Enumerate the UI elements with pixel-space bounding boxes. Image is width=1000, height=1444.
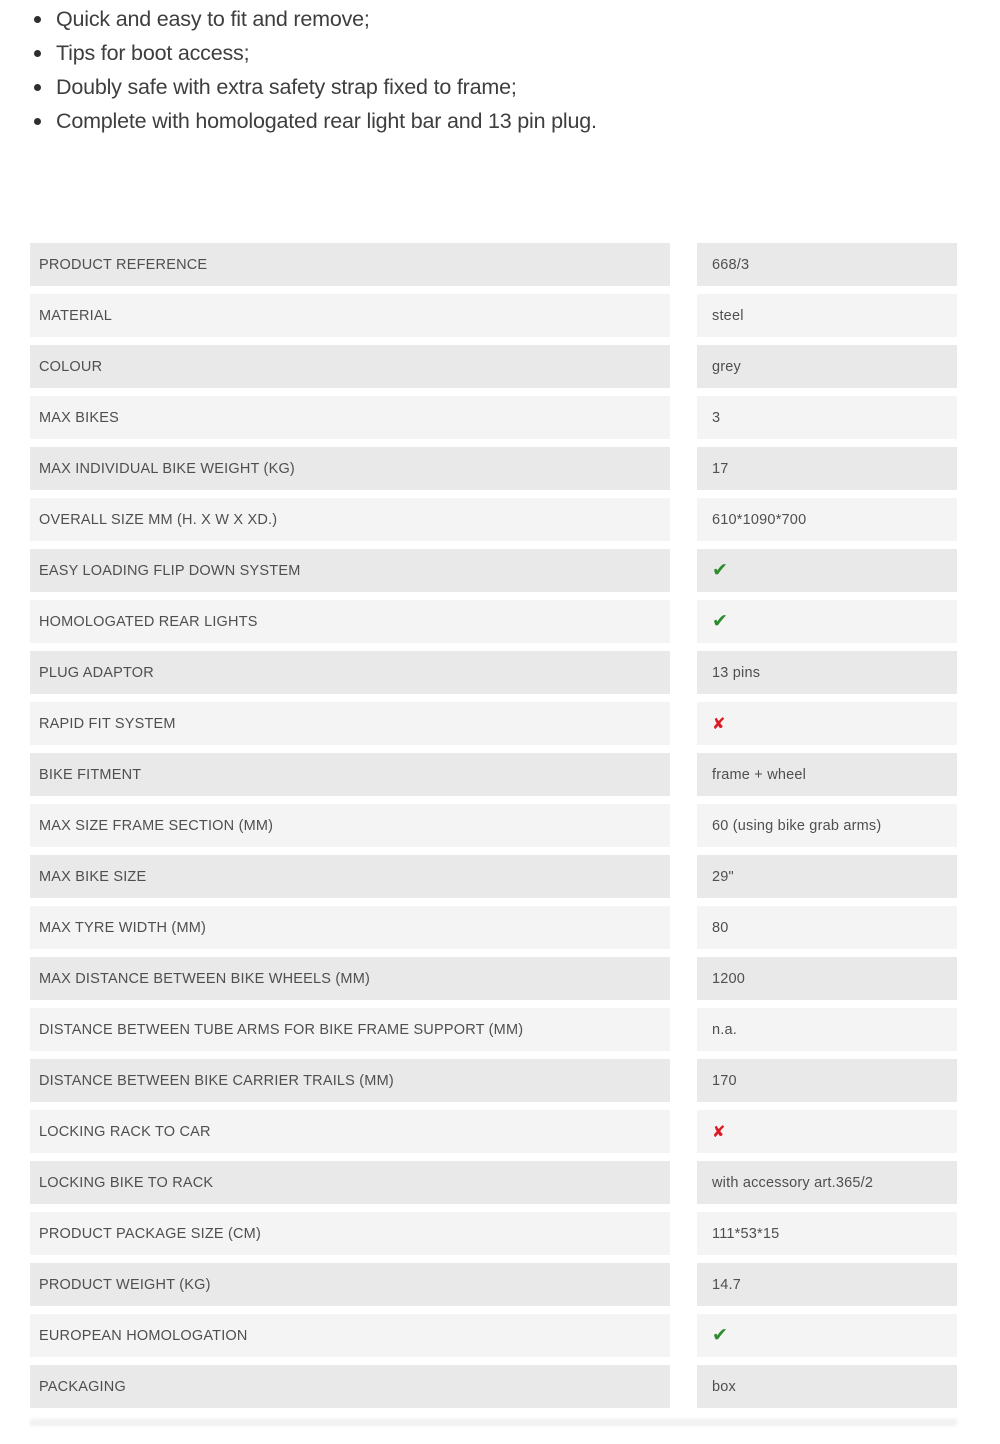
spec-value: 610*1090*700 xyxy=(697,498,957,541)
spec-value: grey xyxy=(697,345,957,388)
table-row xyxy=(30,1263,957,1306)
table-row xyxy=(30,345,957,388)
table-row xyxy=(30,906,957,949)
spec-label: MATERIAL xyxy=(30,294,670,337)
spec-label: PRODUCT PACKAGE SIZE (CM) xyxy=(30,1212,670,1255)
table-row xyxy=(30,600,957,643)
spec-value: 14.7 xyxy=(697,1263,957,1306)
spec-value: 111*53*15 xyxy=(697,1212,957,1255)
spec-label: PRODUCT WEIGHT (KG) xyxy=(30,1263,670,1306)
cross-icon: ✘ xyxy=(712,713,726,733)
table-row xyxy=(30,957,957,1000)
spec-value: 3 xyxy=(697,396,957,439)
spec-label: COLOUR xyxy=(30,345,670,388)
spec-label: DISTANCE BETWEEN TUBE ARMS FOR BIKE FRAME SUPPORT (MM) xyxy=(30,1008,670,1051)
feature-text: Quick and easy to fit and remove; xyxy=(56,7,370,31)
spec-value: with accessory art.365/2 xyxy=(697,1161,957,1204)
table-row xyxy=(30,294,957,337)
check-icon: ✔ xyxy=(712,559,729,581)
spec-label: PRODUCT REFERENCE xyxy=(30,243,670,286)
table-row xyxy=(30,1314,957,1357)
spec-value: 170 xyxy=(697,1059,957,1102)
table-row xyxy=(30,1110,957,1153)
table-row xyxy=(30,1365,957,1408)
table-row xyxy=(30,702,957,745)
spec-value: 60 (using bike grab arms) xyxy=(697,804,957,847)
spec-label: DISTANCE BETWEEN BIKE CARRIER TRAILS (MM) xyxy=(30,1059,670,1102)
table-row xyxy=(30,651,957,694)
spec-value: 29" xyxy=(697,855,957,898)
table-row xyxy=(30,447,957,490)
spec-value xyxy=(697,1110,957,1153)
table-row xyxy=(30,1212,957,1255)
spec-label: PACKAGING xyxy=(30,1365,670,1408)
spec-label: EASY LOADING FLIP DOWN SYSTEM xyxy=(30,549,670,592)
spec-label: PLUG ADAPTOR xyxy=(30,651,670,694)
spec-label: MAX BIKE SIZE xyxy=(30,855,670,898)
spec-table xyxy=(30,243,957,1408)
feature-bullet xyxy=(31,36,597,70)
spec-value xyxy=(697,600,957,643)
table-row xyxy=(30,804,957,847)
spec-value: 17 xyxy=(697,447,957,490)
feature-bullet xyxy=(31,70,597,104)
table-row xyxy=(30,243,957,286)
spec-label: MAX SIZE FRAME SECTION (MM) xyxy=(30,804,670,847)
spec-value: 13 pins xyxy=(697,651,957,694)
spec-label: LOCKING BIKE TO RACK xyxy=(30,1161,670,1204)
cross-icon: ✘ xyxy=(712,1121,726,1141)
spec-value xyxy=(697,1314,957,1357)
spec-label: MAX TYRE WIDTH (MM) xyxy=(30,906,670,949)
feature-text: Tips for boot access; xyxy=(56,41,250,65)
spec-value: 1200 xyxy=(697,957,957,1000)
spec-label: MAX INDIVIDUAL BIKE WEIGHT (KG) xyxy=(30,447,670,490)
table-row xyxy=(30,1059,957,1102)
spec-label: BIKE FITMENT xyxy=(30,753,670,796)
table-row xyxy=(30,396,957,439)
spec-value xyxy=(697,702,957,745)
spec-label: EUROPEAN HOMOLOGATION xyxy=(30,1314,670,1357)
table-row xyxy=(30,498,957,541)
table-row xyxy=(30,1161,957,1204)
feature-text: Complete with homologated rear light bar and 13 pin plug. xyxy=(56,109,597,133)
cutoff-row-remnant xyxy=(30,1419,957,1426)
spec-label: HOMOLOGATED REAR LIGHTS xyxy=(30,600,670,643)
feature-bullet xyxy=(31,104,597,138)
bullet-icon xyxy=(34,118,41,125)
spec-label: RAPID FIT SYSTEM xyxy=(30,702,670,745)
spec-value: 668/3 xyxy=(697,243,957,286)
feature-text: Doubly safe with extra safety strap fixed to frame; xyxy=(56,75,517,99)
spec-value: steel xyxy=(697,294,957,337)
spec-label: LOCKING RACK TO CAR xyxy=(30,1110,670,1153)
table-row xyxy=(30,855,957,898)
check-icon: ✔ xyxy=(712,1324,729,1346)
bullet-icon xyxy=(34,50,41,57)
spec-value: 80 xyxy=(697,906,957,949)
check-icon: ✔ xyxy=(712,610,729,632)
spec-value: frame + wheel xyxy=(697,753,957,796)
spec-value xyxy=(697,549,957,592)
table-row xyxy=(30,753,957,796)
feature-bullet xyxy=(31,2,597,36)
table-row xyxy=(30,549,957,592)
bullet-icon xyxy=(34,16,41,23)
spec-label: MAX DISTANCE BETWEEN BIKE WHEELS (MM) xyxy=(30,957,670,1000)
bullet-icon xyxy=(34,84,41,91)
spec-value: n.a. xyxy=(697,1008,957,1051)
feature-bullet-list xyxy=(31,2,597,138)
spec-label: MAX BIKES xyxy=(30,396,670,439)
spec-value: box xyxy=(697,1365,957,1408)
spec-label: OVERALL SIZE MM (H. X W X XD.) xyxy=(30,498,670,541)
table-row xyxy=(30,1008,957,1051)
